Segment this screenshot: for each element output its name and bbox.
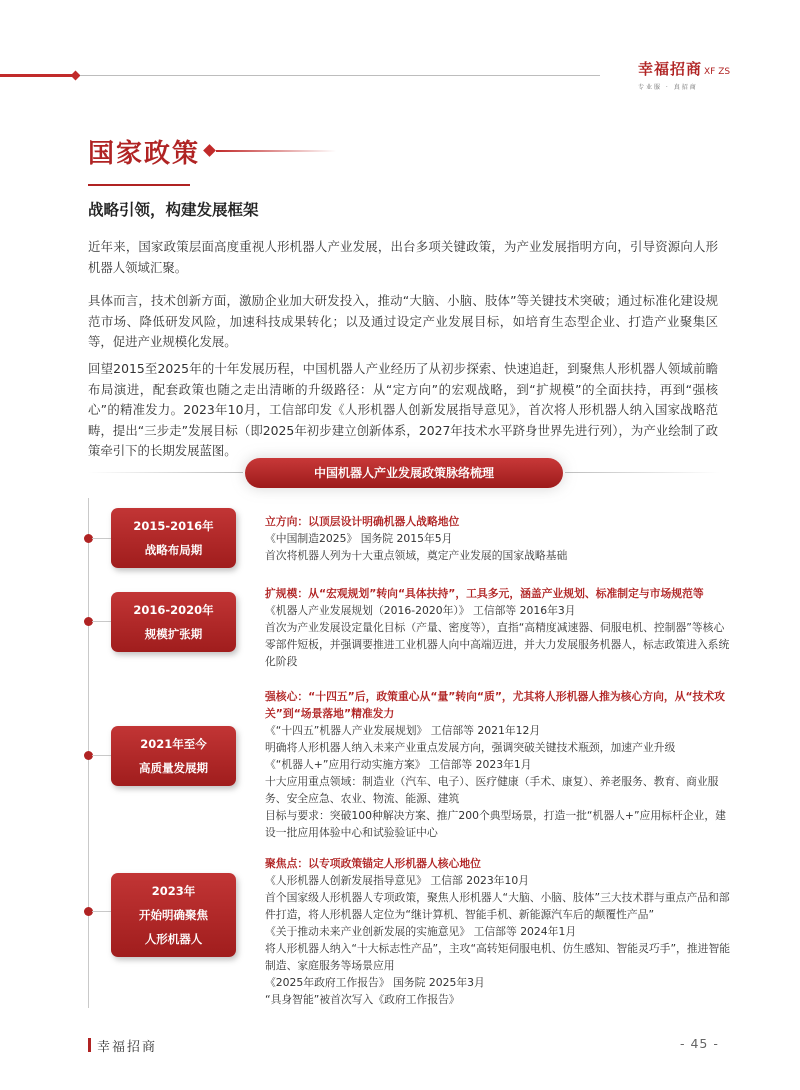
- brand-slogan: 专业服 · 真招商: [638, 84, 698, 91]
- policy-line: 目标与要求：突破100种解决方案、推广200个典型场景，打造一批“机器人+”应用标杆企业，建设一批应用体验中心和试验验证中心: [265, 809, 726, 839]
- stage-heading: 立方向：以顶层设计明确机器人战略地位: [265, 515, 460, 528]
- stage-heading: 聚焦点：以专项政策锚定人形机器人核心地位: [265, 857, 481, 870]
- policy-line: “具身智能”被首次写入《政府工作报告》: [265, 993, 460, 1006]
- policy-line: 《关于推动未来产业创新发展的实施意见》 工信部等 2024年1月: [265, 925, 577, 938]
- timeline-banner: 中国机器人产业发展政策脉络梳理: [245, 458, 563, 488]
- header-accent-line: [0, 74, 74, 77]
- policy-line: 《2025年政府工作报告》 国务院 2025年3月: [265, 976, 485, 989]
- timeline-connector: [92, 911, 111, 912]
- section-title: 国家政策: [88, 139, 201, 169]
- body-paragraph: 近年来，国家政策层面高度重视人形机器人产业发展，出台多项关键政策，为产业发展指明方向，引导资源向人形机器人领域汇聚。: [88, 239, 718, 275]
- policy-line: 《“机器人+”应用行动实施方案》 工信部等 2023年1月: [265, 758, 532, 771]
- policy-line: 首个国家级人形机器人专项政策，聚焦人形机器人“大脑、小脑、肢体”三大技术群与重点产品和部件打造，将人形机器人定位为“继计算机、智能手机、新能源汽车后的颠覆性产品”: [265, 891, 730, 921]
- section-subtitle: 战略引领，构建发展框架: [88, 201, 259, 219]
- page-number: - 45 -: [680, 1036, 719, 1051]
- policy-line: 《中国制造2025》 国务院 2015年5月: [265, 532, 453, 545]
- stage-label-line: 开始明确聚焦: [139, 908, 208, 922]
- stage-label-line: 2016-2020年: [133, 603, 214, 617]
- title-underline: [88, 184, 190, 186]
- policy-line: 明确将人形机器人纳入未来产业重点发展方向，强调突破关键技术瓶颈，加速产业升级: [265, 741, 676, 754]
- timeline-connector: [92, 538, 111, 539]
- header-rule: [80, 75, 600, 76]
- policy-line: 将人形机器人纳入“十大标志性产品”，主攻“高转矩伺服电机、仿生感知、智能灵巧手”，推进智能制造、家庭服务等场景应用: [265, 942, 731, 972]
- stage-label-line: 规模扩张期: [144, 627, 203, 641]
- policy-line: 首次将机器人列为十大重点领域，奠定产业发展的国家战略基础: [265, 549, 568, 562]
- stage-label-box: [111, 592, 236, 652]
- title-diamond-icon: [203, 144, 216, 157]
- footer-accent-bar: [88, 1038, 91, 1052]
- header-accent-diamond: [71, 71, 81, 81]
- stage-label-box: [111, 873, 236, 957]
- timeline-connector: [92, 755, 111, 756]
- timeline-connector: [92, 621, 111, 622]
- stage-content: [265, 585, 735, 670]
- stage-label-box: [111, 508, 236, 568]
- stage-heading: 扩规模：从“宏观规划”转向“具体扶持”，工具多元，涵盖产业规划、标准制定与市场规范等: [265, 587, 704, 600]
- stage-label-line: 2021年至今: [140, 737, 207, 751]
- stage-heading: 强核心：“十四五”后，政策重心从“量”转向“质”，尤其将人形机器人推为核心方向，从“技术攻关”到“场景落地”精准发力: [265, 690, 725, 720]
- stage-label-line: 战略布局期: [144, 543, 203, 557]
- brand-name: 幸福招商: [638, 60, 703, 78]
- banner-rule-right: [565, 472, 720, 473]
- stage-label-line: 2015-2016年: [133, 519, 214, 533]
- stage-content: [265, 513, 735, 564]
- banner-rule-left: [88, 472, 243, 473]
- stage-label-line: 2023年: [151, 884, 196, 898]
- policy-line: 十大应用重点领域：制造业（汽车、电子）、医疗健康（手术、康复）、养老服务、教育、商业服务、安全应急、农业、物流、能源、建筑: [265, 775, 719, 805]
- policy-line: 《人形机器人创新发展指导意见》 工信部 2023年10月: [265, 874, 530, 887]
- stage-label-line: 人形机器人: [144, 932, 203, 946]
- stage-label-box: [111, 726, 236, 786]
- footer-brand: 幸福招商: [97, 1040, 158, 1055]
- body-paragraph: 具体而言，技术创新方面，激励企业加大研发投入，推动“大脑、小脑、肢体”等关键技术突破；通过标准化建设规范市场、降低研发风险，加速科技成果转化；以及通过设定产业发展目标，如培育生态型企业、打造产业聚集区等，促进产业规模化发展。: [88, 293, 718, 349]
- body-paragraph: 回望2015至2025年的十年发展历程，中国机器人产业经历了从初步探索、快速追赶，到聚焦人形机器人领域前瞻布局演进，配套政策也随之走出清晰的升级路径：从“定方向”的宏观战略，到“扩规模”的全面扶持，再到“强核心”的精准发力。2023年10月，工信部印发《人形机器人创新发展指导意见》，首次将人形机器人纳入国家战略范畴，提出“三步走”发展目标（即2025年初步建立创新体系，2027年技术水平跻身世界先进行列），为产业绘制了政策牵引下的长期发展蓝图。: [88, 361, 718, 458]
- stage-content: [265, 688, 735, 841]
- title-decor-line: [216, 150, 336, 152]
- brand-suffix: XF ZS: [704, 67, 731, 77]
- stage-content: [265, 855, 735, 1008]
- brand-logo: [638, 58, 758, 91]
- policy-line: 首次为产业发展设定量化目标（产量、密度等），直指“高精度减速器、伺服电机、控制器”等核心零部件短板，并强调要推进工业机器人向中高端迈进，并大力发展服务机器人，标志政策进入系统化阶段: [265, 621, 730, 668]
- policy-line: 《“十四五”机器人产业发展规划》 工信部等 2021年12月: [265, 724, 541, 737]
- policy-line: 《机器人产业发展规划（2016-2020年）》 工信部等 2016年3月: [265, 604, 576, 617]
- stage-label-line: 高质量发展期: [139, 761, 208, 775]
